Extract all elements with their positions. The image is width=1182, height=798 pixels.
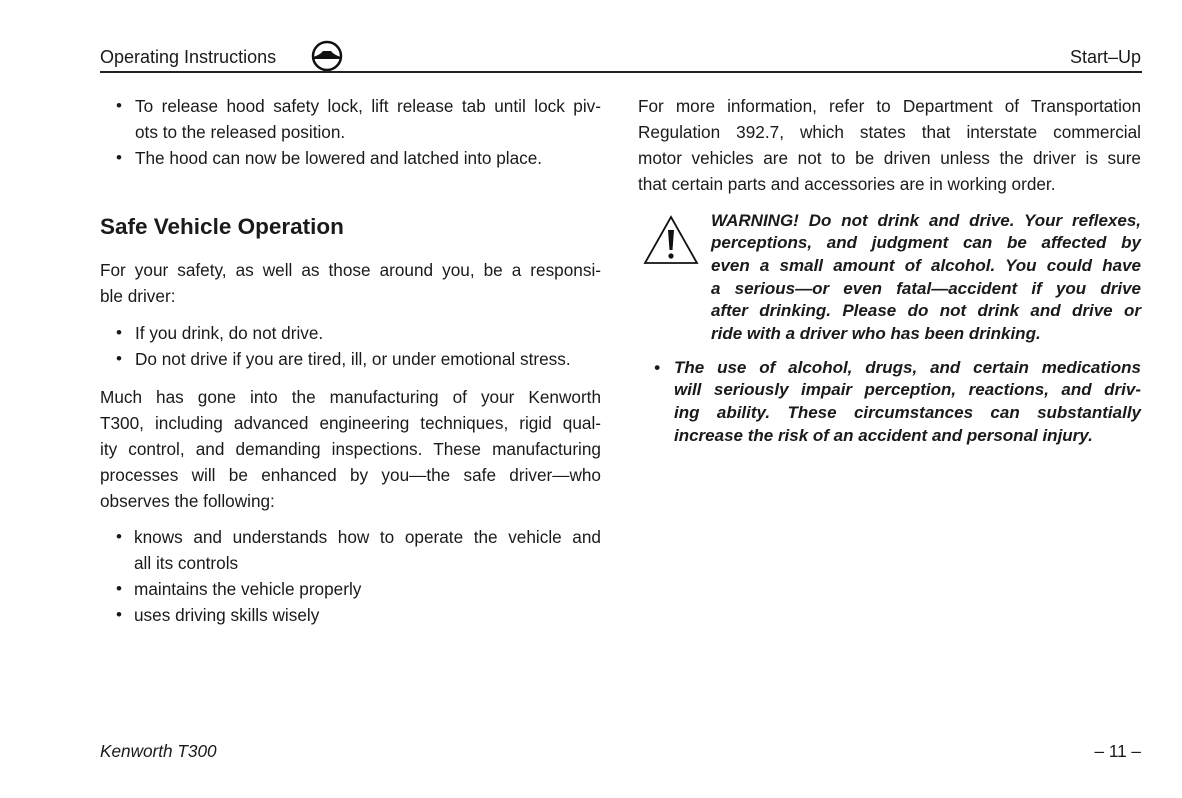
warning-text-line: a serious—or even fatal—accident if you drive	[711, 279, 1141, 298]
bullet-marker: •	[116, 323, 122, 342]
bullet-marker: •	[116, 579, 122, 598]
warning-text-line: ride with a driver who has been drinking.	[711, 324, 1041, 343]
warning-bullet-line: will seriously impair perception, reactions, and driv-	[674, 380, 1141, 399]
paragraph-line: For more information, refer to Department of Transportation	[638, 96, 1141, 116]
bullet-item: Do not drive if you are tired, ill, or under emotional stress.	[135, 349, 571, 369]
header-chapter-title: Start–Up	[1069, 47, 1141, 67]
warning-bullet-line: ing ability. These circumstances can substantially	[674, 403, 1141, 422]
paragraph-line: processes will be enhanced by you—the safe driver—who	[100, 465, 601, 485]
paragraph-line: ble driver:	[100, 286, 176, 306]
bullet-marker: •	[116, 148, 122, 167]
warning-text-line: after drinking. Please do not drink and drive or	[711, 301, 1141, 320]
bullet-item-line: ots to the released position.	[135, 122, 346, 142]
paragraph-line: that certain parts and accessories are in working order.	[638, 174, 1056, 194]
paragraph-line: T300, including advanced engineering techniques, rigid qual-	[100, 413, 601, 433]
paragraph-line: Regulation 392.7, which states that interstate commercial	[638, 122, 1141, 142]
bullet-item-line: knows and understands how to operate the vehicle and	[134, 527, 601, 547]
warning-bullet-line: increase the risk of an accident and personal injury.	[674, 426, 1093, 445]
bullet-item-line: all its controls	[134, 553, 239, 573]
bullet-marker: •	[654, 358, 660, 377]
bullet-item-line: The hood can now be lowered and latched into place.	[135, 148, 543, 168]
footer-model-name: Kenworth T300	[100, 741, 217, 761]
paragraph-line: ity control, and demanding inspections. These manufacturing	[100, 439, 601, 459]
warning-text-line: perceptions, and judgment can be affected by	[711, 233, 1141, 252]
warning-text-line: WARNING! Do not drink and drive. Your reflexes,	[711, 211, 1141, 230]
header-rule	[100, 71, 1142, 73]
bullet-item-line: uses driving skills wisely	[134, 605, 320, 625]
page-number: – 11 –	[1094, 741, 1141, 761]
steering-wheel-icon	[310, 40, 344, 72]
bullet-marker: •	[116, 349, 122, 368]
warning-bullet-line: The use of alcohol, drugs, and certain medications	[674, 358, 1141, 377]
bullet-item-line: To release hood safety lock, lift release tab until lock piv-	[135, 96, 601, 116]
paragraph-line: For your safety, as well as those around you, be a responsi-	[100, 260, 601, 280]
bullet-marker: •	[116, 527, 122, 546]
bullet-item-line: maintains the vehicle properly	[134, 579, 362, 599]
bullet-marker: •	[116, 96, 122, 115]
paragraph-line: motor vehicles are not to be driven unless the driver is sure	[638, 148, 1141, 168]
paragraph-line: observes the following:	[100, 491, 275, 511]
section-heading: Safe Vehicle Operation	[100, 214, 344, 239]
warning-triangle-icon	[643, 214, 699, 266]
paragraph-line: Much has gone into the manufacturing of your Kenworth	[100, 387, 601, 407]
warning-text-line: even a small amount of alcohol. You could have	[711, 256, 1141, 275]
header-section-title: Operating Instructions	[100, 47, 277, 67]
bullet-marker: •	[116, 605, 122, 624]
bullet-item: If you drink, do not drive.	[135, 323, 324, 343]
